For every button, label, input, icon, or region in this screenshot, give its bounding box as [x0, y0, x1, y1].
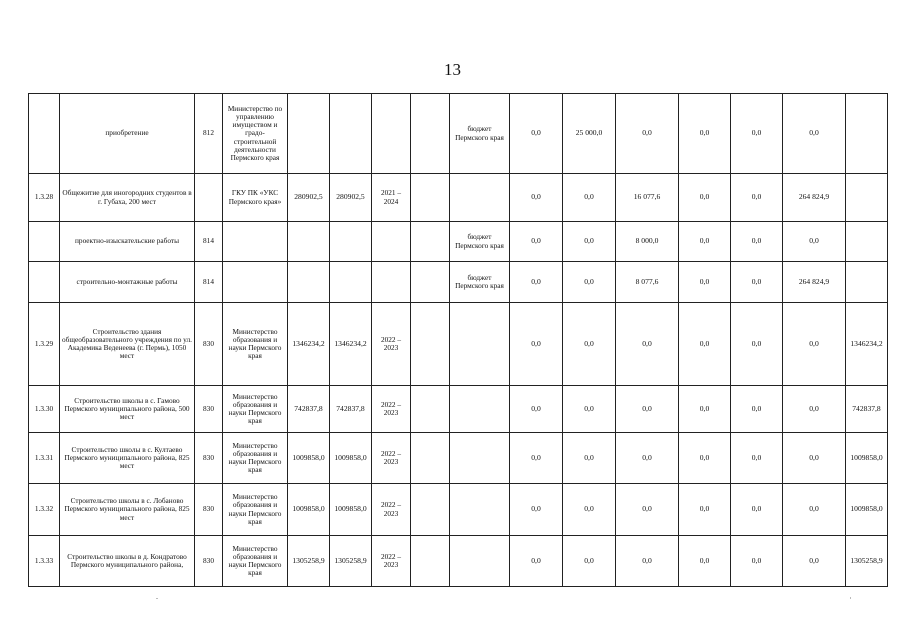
cell-v1: 0,0 [510, 536, 563, 587]
cell-v6: 0,0 [783, 484, 846, 536]
cell-source [450, 484, 510, 536]
cell-v3: 0,0 [616, 433, 679, 484]
cell-v3: 8 000,0 [616, 222, 679, 262]
cell-cost-total [288, 94, 330, 174]
cell-v2: 0,0 [563, 386, 616, 433]
cell-executor: Министерство образования и науки Пермского края [223, 484, 288, 536]
cell-name: Строительство школы в д. Кондратово Пермского муниципального района, [60, 536, 195, 587]
cell-code: 1.3.33 [29, 536, 60, 587]
cell-period [372, 262, 411, 303]
cell-v2: 0,0 [563, 433, 616, 484]
table-row [29, 484, 888, 536]
cell-blank [411, 386, 450, 433]
cell-v4: 0,0 [679, 94, 731, 174]
cell-v7: 1009858,0 [846, 433, 888, 484]
cell-v3: 8 077,6 [616, 262, 679, 303]
cell-name: Строительство школы в с. Гамово Пермского муниципального района, 500 мест [60, 386, 195, 433]
cell-cost-remaining: 1009858,0 [330, 484, 372, 536]
cell-v5: 0,0 [731, 386, 783, 433]
cell-v2: 0,0 [563, 484, 616, 536]
cell-code [29, 222, 60, 262]
cell-cost-total [288, 222, 330, 262]
cell-v7: 742837,8 [846, 386, 888, 433]
cell-name: строительно-монтажные работы [60, 262, 195, 303]
cell-cost-remaining [330, 262, 372, 303]
cell-grbs: 830 [195, 536, 223, 587]
cell-v4: 0,0 [679, 536, 731, 587]
cell-v4: 0,0 [679, 303, 731, 386]
cell-period: 2022 – 2023 [372, 484, 411, 536]
cell-v1: 0,0 [510, 262, 563, 303]
cell-source: бюджет Пермского края [450, 94, 510, 174]
cell-v1: 0,0 [510, 303, 563, 386]
cell-blank [411, 536, 450, 587]
cell-v6: 0,0 [783, 222, 846, 262]
cell-grbs: 830 [195, 303, 223, 386]
table-row [29, 303, 888, 386]
cell-source [450, 433, 510, 484]
cell-v5: 0,0 [731, 433, 783, 484]
cell-grbs: 830 [195, 484, 223, 536]
cell-v1: 0,0 [510, 433, 563, 484]
cell-cost-remaining [330, 222, 372, 262]
cell-v7: 1346234,2 [846, 303, 888, 386]
cell-source [450, 303, 510, 386]
cell-cost-remaining: 1346234,2 [330, 303, 372, 386]
cell-v3: 16 077,6 [616, 174, 679, 222]
cell-v2: 0,0 [563, 303, 616, 386]
cell-name: Общежитие для иногородних студентов в г. Губаха, 200 мест [60, 174, 195, 222]
cell-grbs: 814 [195, 262, 223, 303]
cell-blank [411, 222, 450, 262]
cell-v7 [846, 174, 888, 222]
cell-executor: Министерство образования и науки Пермского края [223, 386, 288, 433]
cell-v2: 25 000,0 [563, 94, 616, 174]
cell-v7: 1305258,9 [846, 536, 888, 587]
cell-source [450, 386, 510, 433]
cell-blank [411, 433, 450, 484]
scan-speck [156, 598, 158, 599]
cell-v1: 0,0 [510, 222, 563, 262]
cell-cost-total: 1009858,0 [288, 433, 330, 484]
table-row [29, 174, 888, 222]
cell-v4: 0,0 [679, 174, 731, 222]
cell-v4: 0,0 [679, 386, 731, 433]
cell-grbs: 830 [195, 433, 223, 484]
cell-v1: 0,0 [510, 484, 563, 536]
cell-v7: 1009858,0 [846, 484, 888, 536]
cell-name: Строительство здания общеобразовательного учреждения по ул. Академика Веденеева (г. Пермь), 1050 мест [60, 303, 195, 386]
table-row [29, 222, 888, 262]
cell-v2: 0,0 [563, 174, 616, 222]
page-number: 13 [444, 60, 461, 79]
cell-executor: Министерство образования и науки Пермского края [223, 536, 288, 587]
cell-v4: 0,0 [679, 222, 731, 262]
cell-source [450, 174, 510, 222]
cell-v1: 0,0 [510, 174, 563, 222]
cell-code [29, 94, 60, 174]
cell-grbs: 830 [195, 386, 223, 433]
table-row [29, 94, 888, 174]
cell-v3: 0,0 [616, 536, 679, 587]
cell-cost-remaining [330, 94, 372, 174]
cell-v5: 0,0 [731, 94, 783, 174]
cell-cost-total: 1009858,0 [288, 484, 330, 536]
cell-blank [411, 262, 450, 303]
cell-v4: 0,0 [679, 262, 731, 303]
cell-v4: 0,0 [679, 433, 731, 484]
cell-v2: 0,0 [563, 536, 616, 587]
table-row [29, 536, 888, 587]
cell-v3: 0,0 [616, 484, 679, 536]
cell-period [372, 94, 411, 174]
cell-cost-total: 1305258,9 [288, 536, 330, 587]
cell-v2: 0,0 [563, 262, 616, 303]
cell-source: бюджет Пермского края [450, 222, 510, 262]
cell-executor: Министерство по управлению имуществом и градо-строительной деятельности Пермского края [223, 94, 288, 174]
cell-executor: Министерство образования и науки Пермского края [223, 303, 288, 386]
cell-v5: 0,0 [731, 303, 783, 386]
cell-source: бюджет Пермского края [450, 262, 510, 303]
cell-cost-total [288, 262, 330, 303]
cell-source [450, 536, 510, 587]
table-row [29, 262, 888, 303]
cell-code: 1.3.31 [29, 433, 60, 484]
cell-v2: 0,0 [563, 222, 616, 262]
cell-v6: 0,0 [783, 386, 846, 433]
table-row [29, 386, 888, 433]
cell-cost-total: 1346234,2 [288, 303, 330, 386]
cell-cost-remaining: 280902,5 [330, 174, 372, 222]
cell-grbs: 814 [195, 222, 223, 262]
cell-code: 1.3.32 [29, 484, 60, 536]
cell-v7 [846, 222, 888, 262]
cell-v1: 0,0 [510, 386, 563, 433]
cell-period: 2022 – 2023 [372, 386, 411, 433]
program-table [28, 93, 888, 587]
cell-code: 1.3.29 [29, 303, 60, 386]
cell-blank [411, 484, 450, 536]
cell-period [372, 222, 411, 262]
cell-v6: 0,0 [783, 94, 846, 174]
cell-v5: 0,0 [731, 174, 783, 222]
cell-code: 1.3.28 [29, 174, 60, 222]
cell-cost-remaining: 1305258,9 [330, 536, 372, 587]
cell-period: 2022 – 2023 [372, 303, 411, 386]
cell-grbs: 812 [195, 94, 223, 174]
cell-v7 [846, 94, 888, 174]
cell-cost-remaining: 1009858,0 [330, 433, 372, 484]
cell-cost-total: 742837,8 [288, 386, 330, 433]
cell-cost-remaining: 742837,8 [330, 386, 372, 433]
cell-v1: 0,0 [510, 94, 563, 174]
cell-period: 2021 – 2024 [372, 174, 411, 222]
table-row [29, 433, 888, 484]
cell-code [29, 262, 60, 303]
cell-executor: ГКУ ПК «УКС Пермского края» [223, 174, 288, 222]
cell-name: проектно-изыскательские работы [60, 222, 195, 262]
cell-blank [411, 94, 450, 174]
cell-v6: 0,0 [783, 303, 846, 386]
cell-v6: 264 824,9 [783, 174, 846, 222]
cell-v4: 0,0 [679, 484, 731, 536]
cell-executor: Министерство образования и науки Пермского края [223, 433, 288, 484]
cell-executor [223, 262, 288, 303]
cell-period: 2022 – 2023 [372, 536, 411, 587]
cell-blank [411, 174, 450, 222]
cell-v3: 0,0 [616, 386, 679, 433]
cell-v5: 0,0 [731, 222, 783, 262]
cell-name: приобретение [60, 94, 195, 174]
cell-name: Строительство школы в с. Култаево Пермского муниципального района, 825 мест [60, 433, 195, 484]
cell-v7 [846, 262, 888, 303]
cell-executor [223, 222, 288, 262]
cell-period: 2022 – 2023 [372, 433, 411, 484]
cell-name: Строительство школы в с. Лобаново Пермского муниципального района, 825 мест [60, 484, 195, 536]
cell-v6: 264 824,9 [783, 262, 846, 303]
cell-cost-total: 280902,5 [288, 174, 330, 222]
cell-v3: 0,0 [616, 94, 679, 174]
cell-v6: 0,0 [783, 536, 846, 587]
cell-v5: 0,0 [731, 262, 783, 303]
cell-code: 1.3.30 [29, 386, 60, 433]
cell-v3: 0,0 [616, 303, 679, 386]
cell-grbs [195, 174, 223, 222]
cell-blank [411, 303, 450, 386]
cell-v6: 0,0 [783, 433, 846, 484]
cell-v5: 0,0 [731, 484, 783, 536]
cell-v5: 0,0 [731, 536, 783, 587]
scan-speck [850, 597, 851, 599]
